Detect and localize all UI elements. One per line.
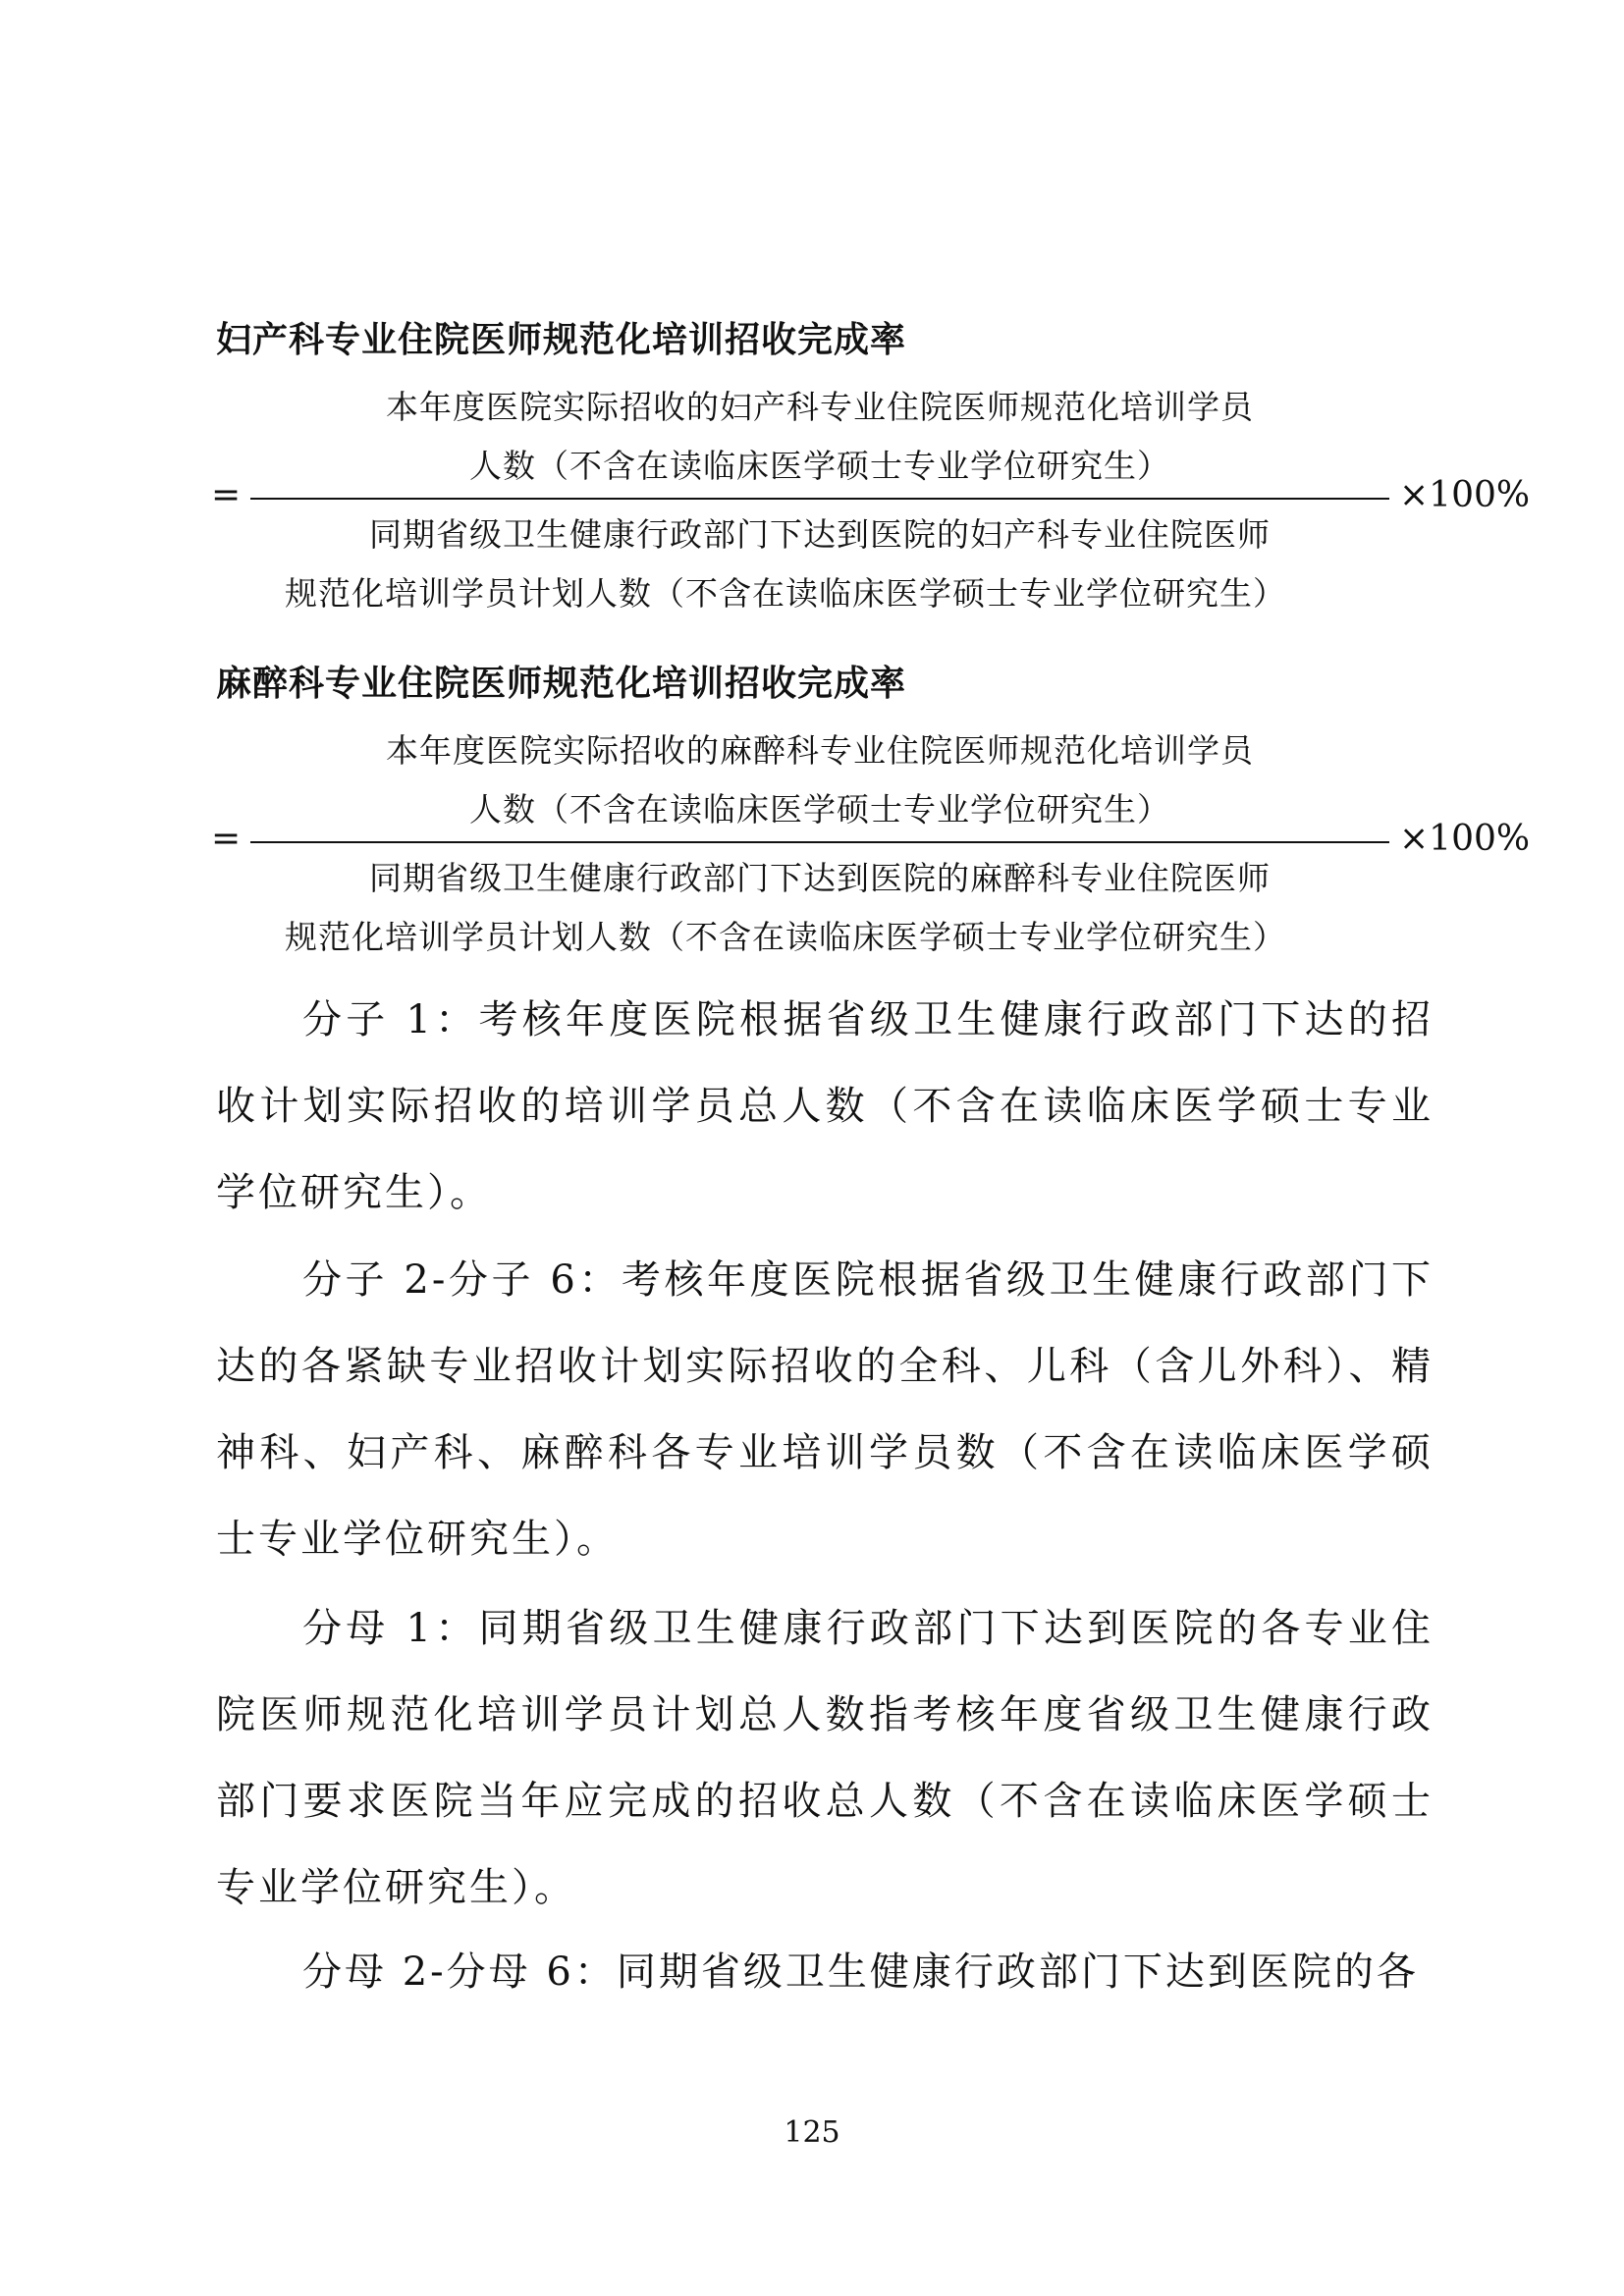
numerator-line: 本年度医院实际招收的麻醉科专业住院医师规范化培训学员 bbox=[386, 731, 1254, 770]
body-paragraph: 分子 1：考核年度医院根据省级卫生健康行政部门下达的招收计划实际招收的培训学员总人数（不含在读临床医学硕士专业学位研究生）。 bbox=[216, 997, 1434, 1215]
denominator-line: 同期省级卫生健康行政部门下达到医院的妇产科专业住院医师 bbox=[369, 515, 1271, 554]
percent-multiplier: ×100% bbox=[1399, 475, 1531, 515]
fraction bbox=[250, 721, 1389, 977]
numerator-line: 人数（不含在读临床医学硕士专业学位研究生） bbox=[469, 790, 1170, 828]
equals-sign: = bbox=[211, 475, 242, 515]
denominator-line: 同期省级卫生健康行政部门下达到医院的麻醉科专业住院医师 bbox=[369, 859, 1271, 897]
denominator bbox=[250, 506, 1389, 623]
body-paragraph: 分母 1：同期省级卫生健康行政部门下达到医院的各专业住院医师规范化培训学员计划总人数指考核年度省级卫生健康行政部门要求医院当年应完成的招收总人数（不含在读临床医学硕士专业学位研究生）。 bbox=[216, 1606, 1434, 1910]
equals-sign: = bbox=[211, 819, 242, 859]
body-paragraph: 分母 2-分母 6：同期省级卫生健康行政部门下达到医院的各 bbox=[302, 1949, 1419, 1995]
numerator bbox=[250, 721, 1389, 839]
page-number: 125 bbox=[784, 2115, 840, 2150]
denominator bbox=[250, 849, 1389, 967]
numerator-line: 人数（不含在读临床医学硕士专业学位研究生） bbox=[469, 447, 1170, 485]
formula-heading: 麻醉科专业住院医师规范化培训招收完成率 bbox=[216, 664, 907, 704]
fraction-bar bbox=[250, 841, 1389, 843]
denominator-line: 规范化培训学员计划人数（不含在读临床医学硕士专业学位研究生） bbox=[285, 574, 1286, 613]
percent-multiplier: ×100% bbox=[1399, 819, 1531, 859]
denominator-line: 规范化培训学员计划人数（不含在读临床医学硕士专业学位研究生） bbox=[285, 918, 1286, 956]
formula-block bbox=[211, 721, 1546, 987]
fraction bbox=[250, 378, 1389, 633]
formula-block bbox=[211, 378, 1546, 643]
body-paragraph: 分子 2-分子 6：考核年度医院根据省级卫生健康行政部门下达的各紧缺专业招收计划实际招收的全科、儿科（含儿外科）、精神科、妇产科、麻醉科各专业培训学员数（不含在读临床医学硕士专业学位研究生）。 bbox=[216, 1257, 1434, 1562]
numerator-line: 本年度医院实际招收的妇产科专业住院医师规范化培训学员 bbox=[386, 388, 1254, 426]
fraction-bar bbox=[250, 498, 1389, 500]
numerator bbox=[250, 378, 1389, 496]
formula-heading: 妇产科专业住院医师规范化培训招收完成率 bbox=[216, 320, 907, 360]
